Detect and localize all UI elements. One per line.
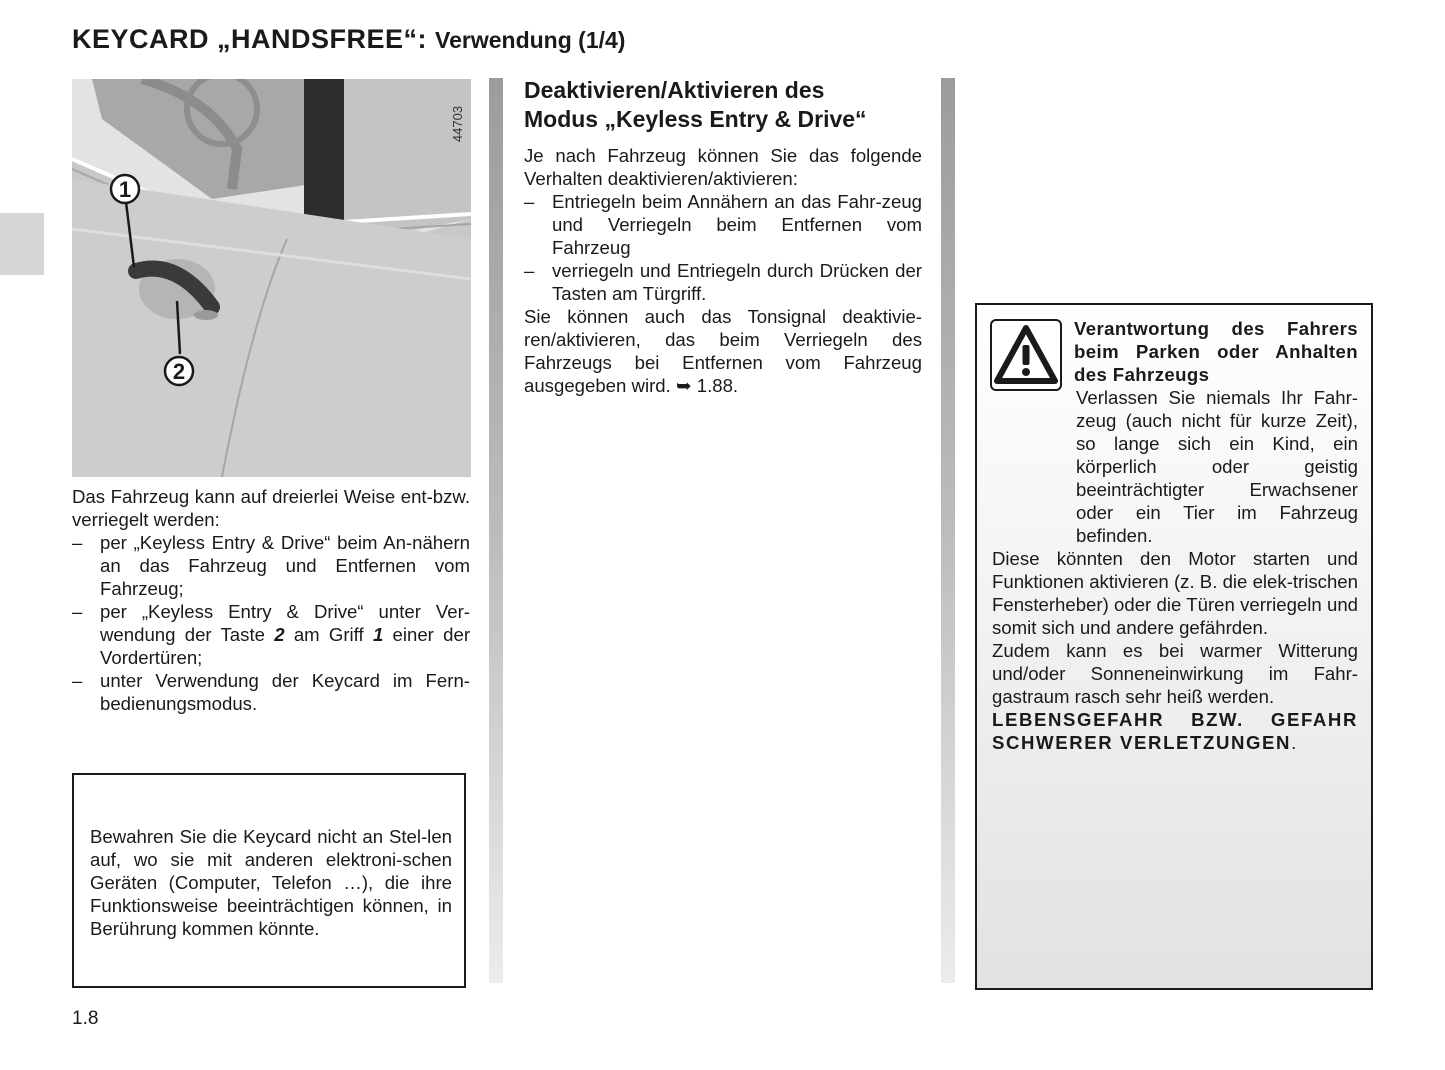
left-column-text [72,485,470,715]
behavior-list [524,190,922,305]
handle-number: 1 [372,624,384,645]
list-item: – per „Keyless Entry & Drive“ beim An-nähern an das Fahrzeug und Entfernen vom Fahrzeug; [72,531,470,600]
middle-text [524,305,922,397]
callout-2: 2 [172,359,186,384]
button-number: 2 [274,624,285,645]
danger-text: LEBENSGEFAHR BZW. GEFAHR SCHWERER VERLETZUNGEN [992,709,1358,753]
warning-paragraph-2: Diese könnten den Motor starten und Funktionen aktivieren (z. B. die elek-trischen Fensterheber) oder die Türen verriegeln und somit sich und andere gefährden. [992,548,1358,638]
callout-1: 1 [118,177,132,202]
title-main: KEYCARD „HANDSFREE“: [72,24,428,54]
item2-part2: am Griff [284,624,373,645]
heading-line-2: Modus „Keyless Entry & Drive“ [524,106,867,132]
page-reference[interactable]: 1.88. [696,375,739,396]
heading-line-1: Deaktivieren/Aktivieren des [524,77,825,103]
chapter-thumb-tab [0,213,44,275]
title-sub: Verwendung (1/4) [435,27,626,53]
middle-intro: Je nach Fahrzeug können Sie das folgende Verhalten deaktivieren/aktivieren: [524,145,922,189]
left-intro: Das Fahrzeug kann auf dreierlei Weise ent-bzw. verriegelt werden: [72,486,470,530]
section-heading [524,76,922,134]
column-divider-right [941,78,955,983]
door-illustration-svg [72,79,471,477]
warning-paragraph-3: Zudem kann es bei warmer Witterung und/oder Sonneneinwirkung im Fahr-gastraum rasch sehr heiß werden. [992,640,1358,707]
door-handle-illustration [72,79,471,477]
item2-part1: per „Keyless Entry & Drive“ unter Ver-wendung der Taste [100,601,470,645]
danger-period: . [1291,732,1297,753]
warning-danger [992,708,1358,754]
note-text: Bewahren Sie die Keycard nicht an Stel-len auf, wo sie mit anderen elektroni-schen Geräten (Computer, Telefon …), die ihre Funktionsweise beeinträchtigen können, in Berührung kommen könnte. [90,826,452,939]
reference-arrow-icon: ➥ [675,375,692,396]
item2-part3: einer der Vordertüren; [100,624,471,668]
column-divider-left [489,78,503,983]
page-number: 1.8 [72,1008,99,1029]
list-item: – verriegeln und Entriegeln durch Drücken der Tasten am Türgriff. [524,259,922,305]
warning-title: Verantwortung des Fahrers beim Parken oder Anhalten des Fahrzeugs [1074,318,1358,385]
warning-paragraph-1: Verlassen Sie niemals Ihr Fahr-zeug (auch nicht für kurze Zeit), so lange sich ein Kind, ein körperlich oder geistig beeinträchtigter Erwachsener oder ein Tier im Fahrzeug befinden. [1076,387,1358,546]
note-box [72,773,466,988]
list-item [72,600,470,669]
list-item: – unter Verwendung der Keycard im Fern-bedienungsmodus. [72,669,470,715]
figure-id: 44703 [450,105,465,143]
middle-paragraph: Sie können auch das Tonsignal deaktivie-ren/aktivieren, das beim Verriegeln des Fahrzeugs bei Entfernen vom Fahrzeug ausgegeben wird. [524,306,922,396]
unlock-methods-list [72,531,470,715]
warning-triangle-icon [990,319,1062,391]
list-item: – Entriegeln beim Annähern an das Fahr-zeug und Verriegeln beim Entfernen vom Fahrzeug [524,190,922,259]
page-title [72,24,625,55]
middle-column [524,76,922,397]
warning-box [975,303,1373,990]
